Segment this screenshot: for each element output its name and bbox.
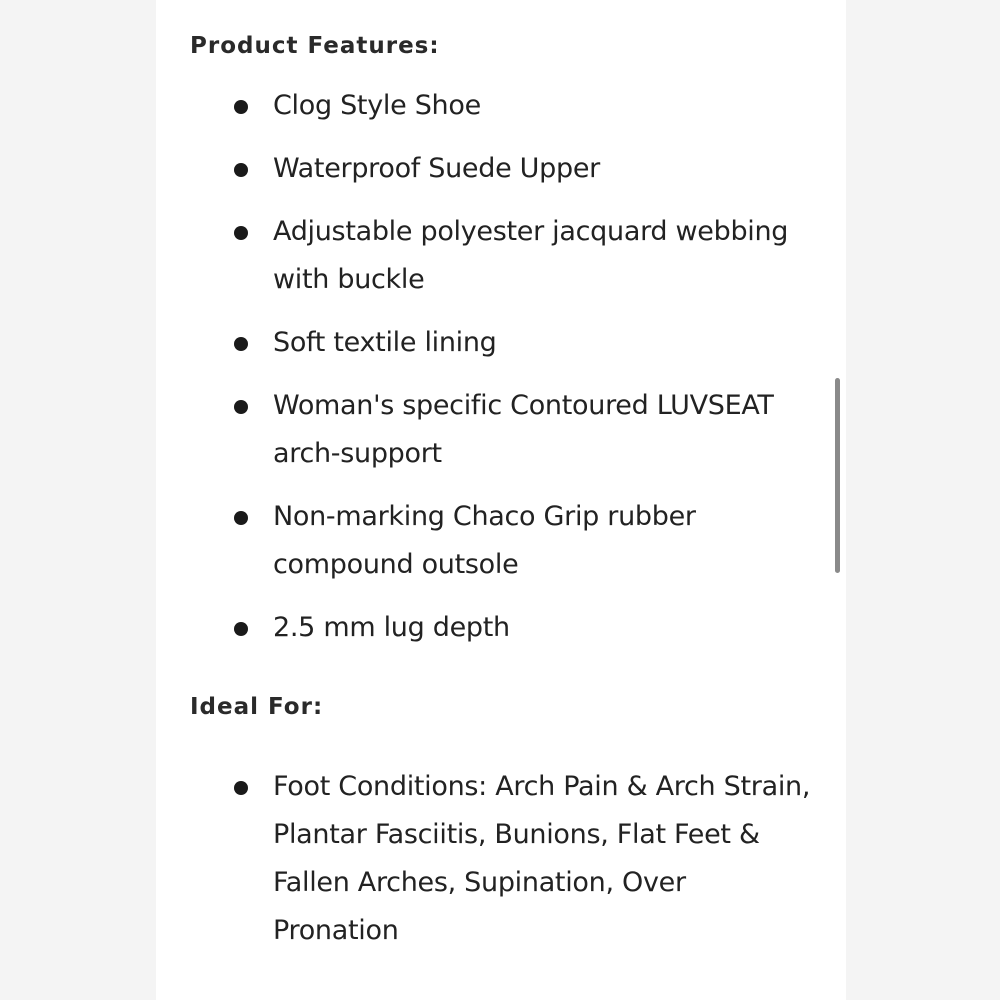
feature-item-text: Woman's specific Contoured LUVSEAT arch-support	[273, 390, 774, 469]
ideal-for-item	[156, 763, 846, 955]
feature-item	[156, 319, 846, 367]
ideal-for-list	[156, 763, 846, 970]
ideal-for-item-text: Foot Conditions: Arch Pain & Arch Strain, Plantar Fasciitis, Bunions, Flat Feet & Fallen Arches, Supination, Over Pronation	[273, 771, 811, 946]
bullet-icon	[234, 511, 248, 525]
feature-item-text: Adjustable polyester jacquard webbing with buckle	[273, 216, 789, 295]
feature-item-text: Waterproof Suede Upper	[273, 153, 600, 184]
feature-item	[156, 82, 846, 130]
feature-item	[156, 145, 846, 193]
feature-item	[156, 208, 846, 304]
product-features-heading: Product Features:	[190, 33, 440, 59]
bullet-icon	[234, 226, 248, 240]
feature-item-text: Clog Style Shoe	[273, 90, 481, 121]
bullet-icon	[234, 100, 248, 114]
feature-item	[156, 493, 846, 589]
feature-item-text: Soft textile lining	[273, 327, 497, 358]
bullet-icon	[234, 400, 248, 414]
feature-item	[156, 604, 846, 652]
feature-item-text: 2.5 mm lug depth	[273, 612, 510, 643]
bullet-icon	[234, 622, 248, 636]
bullet-icon	[234, 163, 248, 177]
ideal-for-heading: Ideal For:	[190, 694, 324, 720]
bullet-icon	[234, 781, 248, 795]
product-description-panel	[156, 0, 846, 1000]
feature-item-text: Non-marking Chaco Grip rubber compound outsole	[273, 501, 696, 580]
feature-item	[156, 382, 846, 478]
product-features-list	[156, 82, 846, 667]
bullet-icon	[234, 337, 248, 351]
scrollbar-thumb[interactable]	[835, 378, 840, 573]
